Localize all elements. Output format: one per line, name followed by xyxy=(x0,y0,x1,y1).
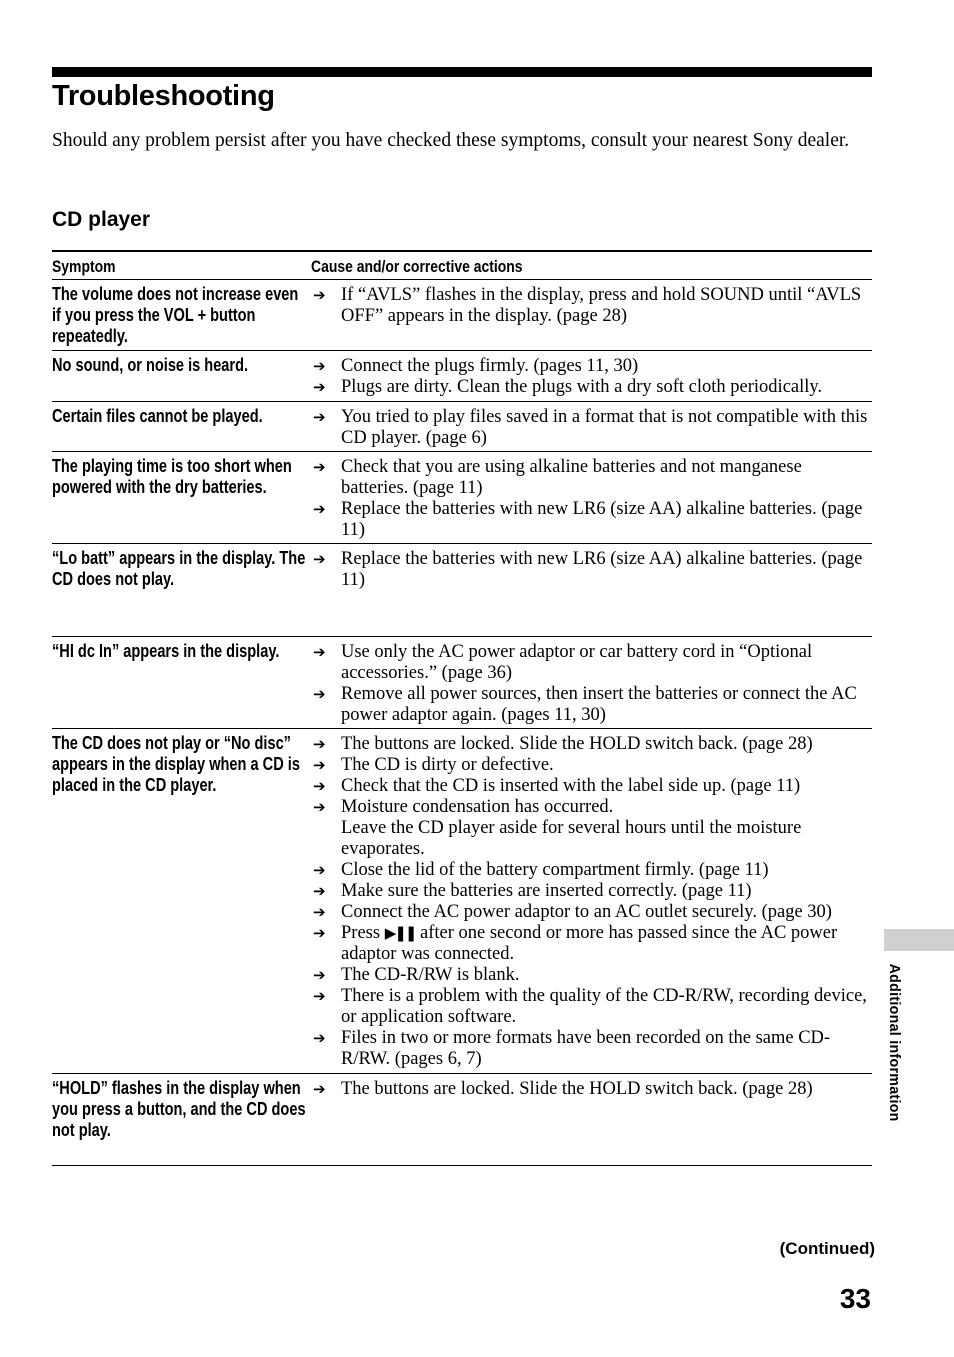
actions-cell xyxy=(311,637,872,728)
section-tab-marker xyxy=(884,929,954,951)
action-item: ➔ Make sure the batteries are inserted correctly. (page 11) xyxy=(313,881,752,901)
action-continuation: Leave the CD player aside for several hours until the moisture evaporates. xyxy=(341,818,802,859)
table-row xyxy=(52,637,872,729)
action-item: ➔ Files in two or more formats have been recorded on the same CD-R/RW. (pages 6, 7) xyxy=(313,1028,831,1069)
arrow-right-icon: ➔ xyxy=(313,924,326,942)
arrow-right-icon: ➔ xyxy=(313,966,326,984)
table-row xyxy=(52,452,872,544)
symptom-cell: “HOLD” flashes in the display when you press a button, and the CD does not play. xyxy=(52,1078,306,1140)
arrow-right-icon: ➔ xyxy=(313,500,326,518)
action-item: ➔ The CD is dirty or defective. xyxy=(313,755,554,775)
arrow-right-icon: ➔ xyxy=(313,685,326,703)
symptom-cell: No sound, or noise is heard. xyxy=(52,355,249,375)
arrow-right-icon: ➔ xyxy=(313,882,326,900)
continued-label: (Continued) xyxy=(779,1239,875,1258)
actions-cell xyxy=(311,1074,872,1165)
arrow-right-icon: ➔ xyxy=(313,1029,326,1047)
action-item: ➔ Replace the batteries with new LR6 (size AA) alkaline batteries. (page 11) xyxy=(313,549,863,590)
actions-cell xyxy=(311,280,872,350)
action-item: ➔ Check that the CD is inserted with the label side up. (page 11) xyxy=(313,776,801,796)
arrow-right-icon: ➔ xyxy=(313,861,326,879)
arrow-right-icon: ➔ xyxy=(313,550,326,568)
action-item: ➔ Plugs are dirty. Clean the plugs with a dry soft cloth periodically. xyxy=(313,377,823,397)
troubleshooting-table xyxy=(52,250,872,1166)
table-row xyxy=(52,729,872,1074)
play-pause-icon: ▶❚❚ xyxy=(384,924,416,942)
arrow-right-icon: ➔ xyxy=(313,735,326,753)
arrow-right-icon: ➔ xyxy=(313,1080,326,1098)
table-row xyxy=(52,351,872,402)
page-title: Troubleshooting xyxy=(52,80,275,112)
actions-cell xyxy=(311,402,872,451)
arrow-right-icon: ➔ xyxy=(313,458,326,476)
arrow-right-icon: ➔ xyxy=(313,357,326,375)
table-row xyxy=(52,280,872,351)
arrow-right-icon: ➔ xyxy=(313,756,326,774)
side-section-label: Additional information xyxy=(886,963,902,1122)
action-item: ➔ The buttons are locked. Slide the HOLD switch back. (page 28) xyxy=(313,1079,813,1099)
action-item: ➔ The buttons are locked. Slide the HOLD switch back. (page 28) xyxy=(313,734,813,754)
arrow-right-icon: ➔ xyxy=(313,286,326,304)
action-item: ➔ The CD-R/RW is blank. xyxy=(313,965,520,985)
action-item: ➔ There is a problem with the quality of the CD-R/RW, recording device, or application software. xyxy=(313,986,867,1027)
actions-cell xyxy=(311,452,872,543)
action-item: ➔ You tried to play files saved in a format that is not compatible with this CD player. (page 6) xyxy=(313,407,868,448)
intro-paragraph: Should any problem persist after you have checked these symptoms, consult your nearest Sony dealer. xyxy=(52,130,850,151)
title-rule xyxy=(52,67,872,77)
action-item: ➔ Replace the batteries with new LR6 (size AA) alkaline batteries. (page 11) xyxy=(313,499,863,540)
arrow-right-icon: ➔ xyxy=(313,798,326,816)
action-item: ➔ Close the lid of the battery compartment firmly. (page 11) xyxy=(313,860,769,880)
symptom-cell: The playing time is too short when powered with the dry batteries. xyxy=(52,456,292,497)
header-cause: Cause and/or corrective actions xyxy=(311,257,523,276)
arrow-right-icon: ➔ xyxy=(313,643,326,661)
action-item: ➔ Connect the plugs firmly. (pages 11, 30) xyxy=(313,356,639,376)
action-item: ➔ Remove all power sources, then insert the batteries or connect the AC power adaptor again. (pages 11, 30) xyxy=(313,684,857,725)
section-title: CD player xyxy=(52,208,151,231)
table-row xyxy=(52,1074,872,1166)
arrow-right-icon: ➔ xyxy=(313,408,326,426)
arrow-right-icon: ➔ xyxy=(313,777,326,795)
symptom-cell: The volume does not increase even if you press the VOL + button repeatedly. xyxy=(52,284,299,346)
actions-cell xyxy=(311,729,872,1073)
action-item: ➔ Check that you are using alkaline batteries and not manganese batteries. (page 11) xyxy=(313,457,802,498)
action-item: ➔ Press ▶❚❚ after one second or more has passed since the AC power adaptor was connected. xyxy=(313,923,838,964)
action-item: ➔ If “AVLS” flashes in the display, press and hold SOUND until “AVLS OFF” appears in the display. (page 28) xyxy=(313,285,862,326)
actions-cell xyxy=(311,351,872,401)
symptom-cell: Certain files cannot be played. xyxy=(52,406,263,426)
table-header xyxy=(52,250,872,280)
page-number: 33 xyxy=(839,1283,871,1314)
header-symptom: Symptom xyxy=(52,257,116,276)
arrow-right-icon: ➔ xyxy=(313,987,326,1005)
action-item: ➔ Use only the AC power adaptor or car battery cord in “Optional accessories.” (page 36) xyxy=(313,642,813,683)
actions-cell xyxy=(311,544,872,636)
arrow-right-icon: ➔ xyxy=(313,903,326,921)
symptom-cell: “Lo batt” appears in the display. The CD does not play. xyxy=(52,548,306,589)
arrow-right-icon: ➔ xyxy=(313,378,326,396)
action-item: ➔ Moisture condensation has occurred. xyxy=(313,797,614,817)
action-item: ➔ Connect the AC power adaptor to an AC outlet securely. (page 30) xyxy=(313,902,832,922)
table-row xyxy=(52,544,872,637)
symptom-cell: “HI dc In” appears in the display. xyxy=(52,641,280,661)
table-row xyxy=(52,402,872,452)
symptom-cell: The CD does not play or “No disc” appears in the display when a CD is placed in the CD player. xyxy=(52,733,300,795)
